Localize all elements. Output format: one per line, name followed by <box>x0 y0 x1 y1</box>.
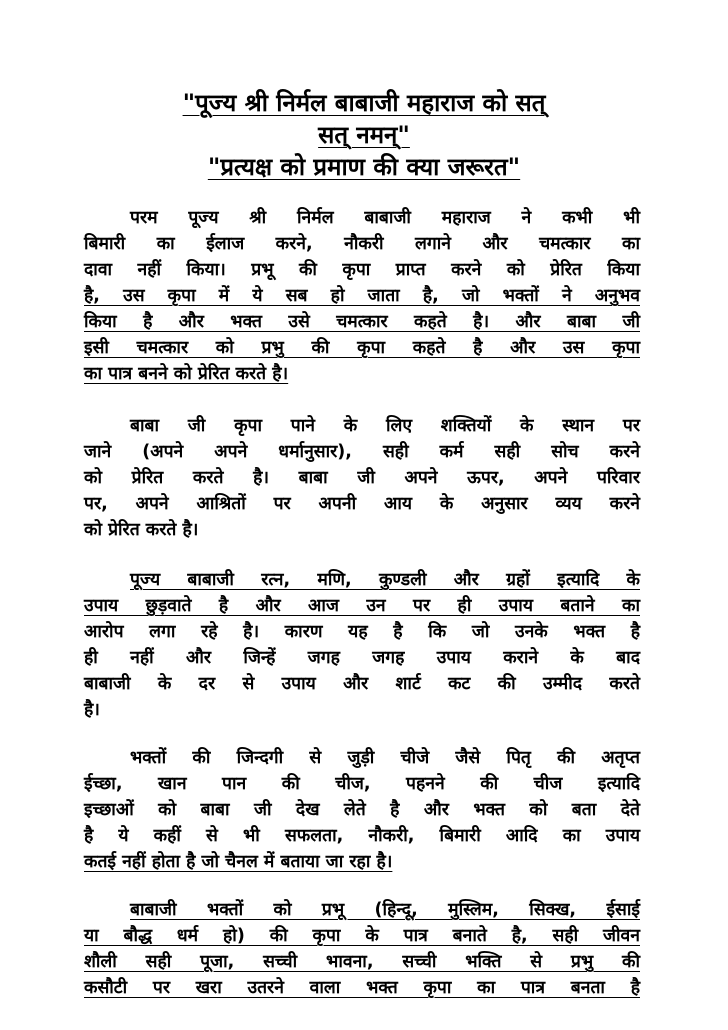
title-line-2: सत् नमन्" <box>318 121 410 149</box>
paragraph-line: भक्तों की जिन्दगी से जुड़ी चीजे जैसे पितृ की अतृप्त <box>130 748 640 768</box>
paragraph-line: इच्छाओं को बाबा जी देख लेते है और भक्त को बता देते <box>84 800 640 820</box>
paragraph-line: शौली सही पूजा, सच्ची भावना, सच्ची भक्ति से प्रभु की <box>84 952 640 972</box>
paragraph-line: इसी चमत्कार को प्रभु की कृपा कहते है और उस कृपा <box>84 338 640 358</box>
paragraph-line: बिमारी का ईलाज करने, नौकरी लगाने और चमत्कार का <box>84 234 640 254</box>
paragraph-line: उपाय छुड़वाते है और आज उन पर ही उपाय बताने का <box>84 596 640 616</box>
paragraph-line: बाबाजी भक्तों को प्रभू (हिन्दू, मुस्लिम, सिक्ख, ईसाई <box>130 900 640 920</box>
paragraph-line: है ये कहीं से भी सफलता, नौकरी, बिमारी आदि का उपाय <box>84 826 640 846</box>
paragraph-line: कतई नहीं होता है जो चैनल में बताया जा रहा है। <box>84 852 393 872</box>
paragraph-line: परम पूज्य श्री निर्मल बाबाजी महाराज ने कभी भी <box>130 208 640 228</box>
title-line-1: "पूज्य श्री निर्मल बाबाजी महाराज को सत् <box>182 89 546 117</box>
paragraph-line: आरोप लगा रहे है। कारण यह है कि जो उनके भक्त है <box>84 622 640 642</box>
paragraph-line: ही नहीं और जिन्हें जगह जगह उपाय कराने के बाद <box>84 648 640 668</box>
paragraph-line: है। <box>84 700 100 720</box>
paragraph-line: का पात्र बनने को प्रेरित करते है। <box>84 364 289 384</box>
paragraph-line: जाने (अपने अपने धर्मानुसार), सही कर्म सही सोच करने <box>84 442 640 462</box>
paragraph-line: है, उस कृपा में ये सब हो जाता है, जो भक्तों ने अनुभव <box>84 286 640 306</box>
paragraph-line: को प्रेरित करते है। बाबा जी अपने ऊपर, अपने परिवार <box>84 468 640 488</box>
paragraph-line: बाबा जी कृपा पाने के लिए शक्तियों के स्थान पर <box>130 416 640 436</box>
paragraph-line: ईच्छा, खान पान की चीज, पहनने की चीज इत्यादि <box>84 774 640 794</box>
paragraph-line: बाबाजी के दर से उपाय और शार्ट कट की उम्मीद करते <box>84 674 640 694</box>
paragraph-line: या बौद्ध धर्म हो) की कृपा के पात्र बनाते है, सही जीवन <box>84 926 640 946</box>
paragraph-line: कसौटी पर खरा उतरने वाला भक्त कृपा का पात्र बनता है <box>84 978 640 998</box>
paragraph-line: पूज्य बाबाजी रत्न, मणि, कुण्डली और ग्रहों इत्यादि के <box>130 570 640 590</box>
paragraph-line: को प्रेरित करते है। <box>84 520 199 540</box>
paragraph-line: किया है और भक्त उसे चमत्कार कहते है। और बाबा जी <box>84 312 640 332</box>
paragraph-line: पर, अपने आश्रितों पर अपनी आय के अनुसार व्यय करने <box>84 494 640 514</box>
paragraph-line: दावा नहीं किया। प्रभू की कृपा प्राप्त करने को प्रेरित किया <box>84 260 640 280</box>
subtitle: "प्रत्यक्ष को प्रमाण की क्या जरूरत" <box>207 153 521 181</box>
